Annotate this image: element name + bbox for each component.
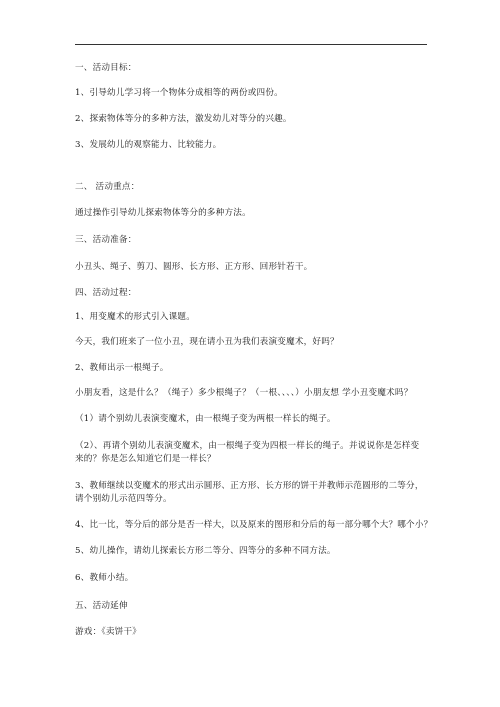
- section-heading-process: 四、活动过程：: [75, 288, 137, 298]
- process-step-2-text: 小朋友看，这是什么？（绳子）多少根绳子？（一根、、、、）小朋友想 学小丑变魔术吗？: [75, 388, 413, 398]
- section-heading-focus: 二、 活动重点：: [75, 182, 140, 192]
- header-rule: [75, 44, 427, 45]
- process-step-1-text: 今天，我们班来了一位小丑，现在请小丑为我们表演变魔术，好吗？: [75, 337, 339, 347]
- process-step-2-sub-2: （2）、再请个别幼儿表演变魔术，由一根绳子变为四根一样长的绳子。并说说你是怎样变来的？你是怎么知道它们是一样长？: [75, 441, 420, 464]
- process-step-6: 6、教师小结。: [75, 573, 134, 583]
- process-step-1: 1、用变魔术的形式引入课题。: [75, 312, 195, 322]
- goal-item-3: 3、发展幼儿的观察能力、比较能力。: [75, 140, 222, 150]
- section-heading-goals: 一、活动目标：: [75, 63, 137, 73]
- preparation-text: 小丑头、绳子、剪刀、圆形、长方形、正方形、回形针若干。: [75, 262, 313, 272]
- process-step-3: 3、教师继续以变魔术的形式出示圆形、正方形、长方形的饼干并教师示范圆形的二等分，请个别幼儿示范四等分。: [75, 481, 424, 504]
- process-step-2-sub-1: （1）请个别幼儿表演变魔术，由一根绳子变为两根一样长的绳子。: [75, 414, 336, 424]
- section-heading-preparation: 三、活动准备：: [75, 235, 137, 245]
- process-step-5: 5、幼儿操作，请幼儿探索长方形二等分、四等分的多种不同方法。: [75, 546, 336, 556]
- extension-game: 游戏：《卖饼干》: [75, 627, 142, 637]
- goal-item-2: 2、探索物体等分的多种方法，激发幼儿对等分的兴趣。: [75, 114, 292, 124]
- process-step-2: 2、教师出示一根绳子。: [75, 363, 169, 373]
- goal-item-1: 1、引导幼儿学习将一个物体分成相等的两份或四份。: [75, 88, 283, 98]
- section-heading-extension: 五、活动延伸: [75, 601, 128, 611]
- focus-text: 通过操作引导幼儿探索物体等分的多种方法。: [75, 208, 251, 218]
- process-step-4: 4、比一比，等分后的部分是否一样大，以及原来的图形和分后的每一部分哪个大？哪个小？: [75, 520, 433, 530]
